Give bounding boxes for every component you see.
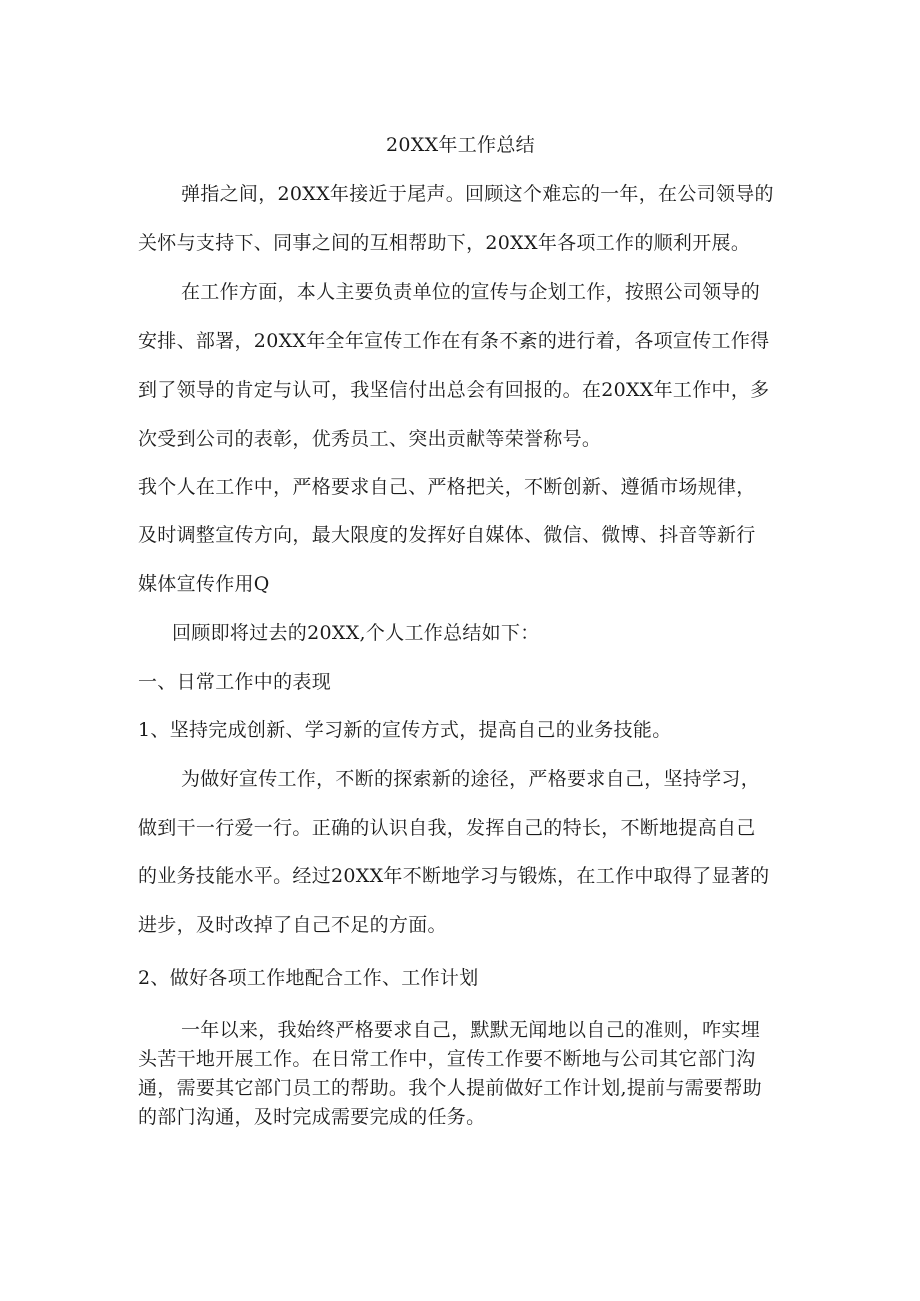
subsection-heading: 1、坚持完成创新、学习新的宣传方式，提高自己的业务技能。 <box>138 719 672 741</box>
paragraph-line: 到了领导的肯定与认可，我坚信付出总会有回报的。在20XX年工作中，多 <box>138 379 770 401</box>
paragraph-line: 为做好宣传工作，不断的探索新的途径，严格要求自己，坚持学习， <box>181 768 761 790</box>
paragraph-line: 关怀与支持下、同事之间的互相帮助下，20XX年各项工作的顺利开展。 <box>138 232 751 254</box>
paragraph-line: 弹指之间，20XX年接近于尾声。回顾这个难忘的一年，在公司领导的 <box>181 183 774 205</box>
paragraph-line: 通，需要其它部门员工的帮助。我个人提前做好工作计划,提前与需要帮助 <box>138 1077 762 1099</box>
paragraph-line: 的部门沟通，及时完成需要完成的任务。 <box>138 1106 486 1128</box>
paragraph-line: 一年以来，我始终严格要求自己，默默无闻地以自己的准则，咋实埋 <box>181 1019 761 1041</box>
paragraph-line: 次受到公司的表彰，优秀员工、突出贡献等荣誉称号。 <box>138 428 602 450</box>
paragraph-line: 在工作方面，本人主要负责单位的宣传与企划工作，按照公司领导的 <box>181 281 761 303</box>
subsection-heading: 2、做好各项工作地配合工作、工作计划 <box>138 967 479 989</box>
paragraph-line: 媒体宣传作用Q <box>138 573 270 595</box>
paragraph-line: 及时调整宣传方向，最大限度的发挥好自媒体、微信、微博、抖音等新行 <box>138 524 756 546</box>
section-heading: 一、日常工作中的表现 <box>138 671 332 693</box>
paragraph-line: 的业务技能水平。经过20XX年不断地学习与锻炼，在工作中取得了显著的 <box>138 865 770 887</box>
paragraph-line: 回顾即将过去的20XX,个人工作总结如下： <box>172 622 540 644</box>
page-title: 20XX年工作总结 <box>386 134 535 156</box>
paragraph-line: 安排、部署，20XX年全年宣传工作在有条不紊的进行着，各项宣传工作得 <box>138 330 770 352</box>
paragraph-line: 进步，及时改掉了自己不足的方面。 <box>138 914 447 936</box>
paragraph-line: 头苦干地开展工作。在日常工作中，宣传工作要不断地与公司其它部门沟 <box>138 1048 756 1070</box>
paragraph-line: 我个人在工作中，严格要求自己、严格把关，不断创新、遵循市场规律， <box>138 476 756 498</box>
paragraph-line: 做到干一行爱一行。正确的认识自我，发挥自己的特长，不断地提高自己 <box>138 817 756 839</box>
